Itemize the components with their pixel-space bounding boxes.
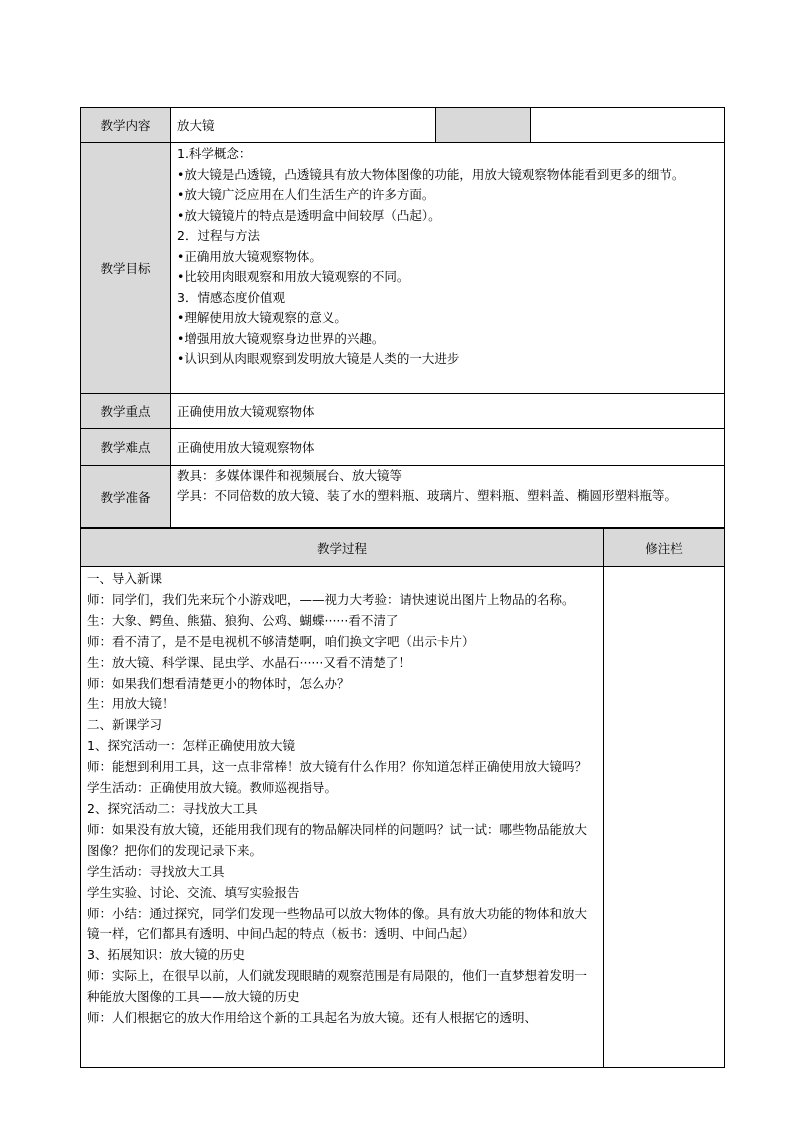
process-line: 师：能想到利用工具，这一点非常棒！放大镜有什么作用？你知道怎样正确使用放大镜吗？ [87, 759, 588, 775]
process-line: 2、探究活动二：寻找放大工具 [87, 800, 258, 816]
lesson-info-table [80, 107, 725, 528]
preparation-label: 教学准备 [81, 466, 171, 528]
process-line: 学生活动：寻找放大工具 [87, 863, 225, 879]
key-point-label: 教学重点 [81, 394, 171, 429]
goals-line: •增强用放大镜观察身边世界的兴趣。 [177, 330, 385, 346]
row-difficulty [81, 429, 725, 466]
preparation-line: 教具：多媒体课件和视频展台、放大镜等 [177, 468, 403, 483]
row-goals [81, 143, 725, 394]
lesson-plan-page [80, 107, 724, 1068]
process-line: 二、新课学习 [87, 717, 163, 733]
key-point-value: 正确使用放大镜观察物体 [171, 394, 725, 429]
goals-line: •比较用肉眼观察和用放大镜观察的不同。 [177, 269, 410, 284]
process-line: 生：大象、鳄鱼、熊猫、狼狗、公鸡、蝴蝶······看不清了 [87, 612, 399, 628]
process-content [81, 567, 604, 1068]
process-line: 师：人们根据它的放大作用给这个新的工具起名为放大镜。还有人根据它的透明、 [87, 1010, 538, 1026]
content-label: 教学内容 [81, 108, 171, 143]
process-line: 师：同学们，我们先来玩个小游戏吧，——视力大考验：请快速说出图片上物品的名称。 [87, 591, 575, 607]
empty-cell [531, 108, 725, 143]
process-line: 3、拓展知识：放大镜的历史 [87, 947, 245, 963]
goals-line: 1.科学概念： [177, 146, 252, 161]
goals-line: •放大镜镜片的特点是透明盒中间较厚（凸起）。 [177, 207, 441, 223]
process-header-row [81, 529, 725, 567]
teaching-process-table [80, 528, 725, 1068]
goals-line: •放大镜是凸透镜，凸透镜具有放大物体图像的功能，用放大镜观察物体能看到更多的细节。 [177, 166, 685, 182]
process-line: 师：如果我们想看清楚更小的物体时，怎么办？ [87, 675, 350, 691]
process-line: 生：放大镜、科学课、昆虫学、水晶石······又看不清楚了！ [87, 654, 411, 670]
row-content [81, 108, 725, 143]
row-key-point [81, 394, 725, 429]
notes-column [604, 567, 725, 1068]
content-value: 放大镜 [171, 108, 436, 143]
process-line: 学生活动：正确使用放大镜。教师巡视指导。 [87, 780, 338, 796]
process-header: 教学过程 [81, 529, 604, 567]
difficulty-label: 教学难点 [81, 429, 171, 466]
process-line: 1、探究活动一：怎样正确使用放大镜 [87, 738, 295, 754]
process-line: 师：小结：通过探究，同学们发现一些物品可以放大物体的像。具有放大功能的物体和放大镜一样，它们都具有透明、中间凸起的特点（板书：透明、中间凸起） [87, 905, 588, 942]
row-preparation [81, 466, 725, 528]
process-line: 学生实验、讨论、交流、填写实验报告 [87, 884, 300, 900]
preparation-line: 学具：不同倍数的放大镜、装了水的塑料瓶、玻璃片、塑料瓶、塑料盖、椭圆形塑料瓶等。 [177, 487, 678, 503]
goals-line: 2．过程与方法 [177, 228, 260, 243]
goals-line: •理解使用放大镜观察的意义。 [177, 310, 347, 325]
process-line: 师：实际上，在很早以前，人们就发现眼睛的观察范围是有局限的，他们一直梦想着发明一种能放大图像的工具——放大镜的历史 [87, 968, 588, 1005]
goals-line: •正确用放大镜观察物体。 [177, 248, 322, 264]
empty-gray-cell [436, 108, 531, 143]
goals-line: 3．情感态度价值观 [177, 289, 285, 305]
process-line: 生：用放大镜！ [87, 696, 175, 712]
goals-line: •认识到从肉眼观察到发明放大镜是人类的一大进步 [177, 351, 460, 366]
process-line: 师：如果没有放大镜，还能用我们现有的物品解决同样的问题吗？试一试：哪些物品能放大图像？把你们的发现记录下来。 [87, 821, 588, 858]
goals-label: 教学目标 [81, 143, 171, 394]
process-line: 一、导入新课 [87, 571, 163, 586]
process-line: 师：看不清了，是不是电视机不够清楚啊，咱们换文字吧（出示卡片） [87, 633, 475, 649]
notes-header: 修注栏 [604, 529, 725, 567]
process-body-row [81, 567, 725, 1068]
goals-content [171, 143, 725, 394]
preparation-content [171, 466, 725, 528]
difficulty-value: 正确使用放大镜观察物体 [171, 429, 725, 466]
goals-line: •放大镜广泛应用在人们生活生产的许多方面。 [177, 187, 435, 202]
